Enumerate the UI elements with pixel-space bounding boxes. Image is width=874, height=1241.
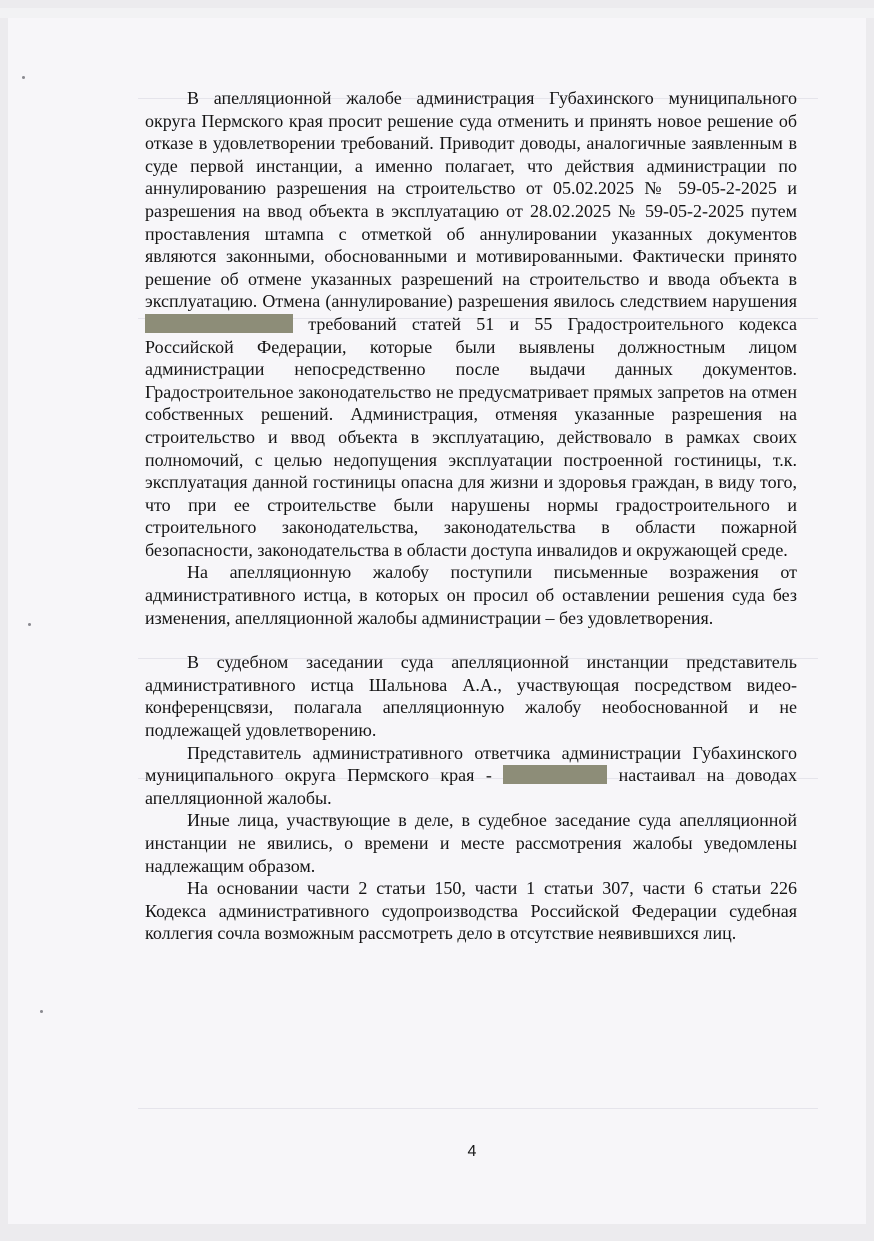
paragraph-text: В апелляционной жалобе администрация Губахинского муниципального округа Пермского края просит решение суда отменить и принять новое решение об отказе в удовлетворении требований. Приводит доводы, аналогичные заявленным в суде первой инстанции, а именно полагает, что действия администрации по аннулированию разрешения на строительство от 05.02.2025 № 59-05-2-2025 и разрешения на ввод объекта в эксплуатацию от 28.02.2025 № 59-05-2-2025 путем проставления штампа с отметкой об аннулировании указанных документов являются законными, обоснованными и мотивированными. Фактически принято решение об отмене указанных разрешений на строительство и ввода объекта в эксплуатацию. Отмена (аннулирование) разрешения явилось следствием нарушения — [145, 88, 797, 312]
redaction-block — [145, 314, 293, 333]
redaction-block — [503, 765, 607, 784]
paragraph-text: настаивал на доводах апелляционной жалобы. — [145, 765, 797, 808]
paragraph-text: требований статей 51 и 55 Градостроительного кодекса Российской Федерации, которые были выявлены должностным лицом администрации непосредственно после выдачи данных документов. Градостроительное законодательство не предусматривает прямых запретов на отмен собственных решений. Администрация, отменяя указанные разрешения на строительство и ввод объекта в эксплуатацию, действовало в рамках своих полномочий, с целью недопущения эксплуатации построенной гостиницы, т.к. эксплуатация данной гостиницы опасна для жизни и здоровья граждан, в виду того, что при ее строительстве были нарушены нормы градостроительного и строительного законодательства, законодательства в области пожарной безопасности, законодательства в области доступа инвалидов и окружающей среде. — [145, 313, 797, 560]
show-through-line — [138, 1108, 818, 1109]
document-body — [145, 87, 797, 945]
paragraph-objections: На апелляционную жалобу поступили письменные возражения от административного истца, в которых он просил об оставлении решения суда без изменения, апелляционной жалобы администрации – без удовлетворения. — [145, 562, 797, 628]
paragraph-defendant-representative — [145, 742, 797, 810]
paragraph-legal-basis: На основании части 2 статьи 150, части 1 статьи 307, части 6 статьи 226 Кодекса административного судопроизводства Российской Федерации судебная коллегия сочла возможным рассмотреть дело в отсутствие неявившихся лиц. — [145, 878, 797, 944]
scan-speck — [28, 623, 31, 626]
scan-speck — [40, 1010, 43, 1013]
scan-top-edge — [0, 8, 874, 18]
paragraph-other-persons: Иные лица, участвующие в деле, в судебное заседание суда апелляционной инстанции не явились, о времени и месте рассмотрения жалобы уведомлены надлежащим образом. — [145, 810, 797, 876]
paragraph-text: Представитель административного ответчика администрации Губахинского муниципального округа Пермского края - — [145, 742, 797, 786]
paragraph-appeal-arguments — [145, 87, 797, 561]
paragraph-plaintiff-representative: В судебном заседании суда апелляционной инстанции представитель административного истца Шальнова А.А., участвующая посредством видео-конференцсвязи, полагала апелляционную жалобу необоснованной и не подлежащей удовлетворению. — [145, 652, 797, 741]
page-number: 4 — [467, 1143, 477, 1160]
scan-speck — [22, 76, 25, 79]
